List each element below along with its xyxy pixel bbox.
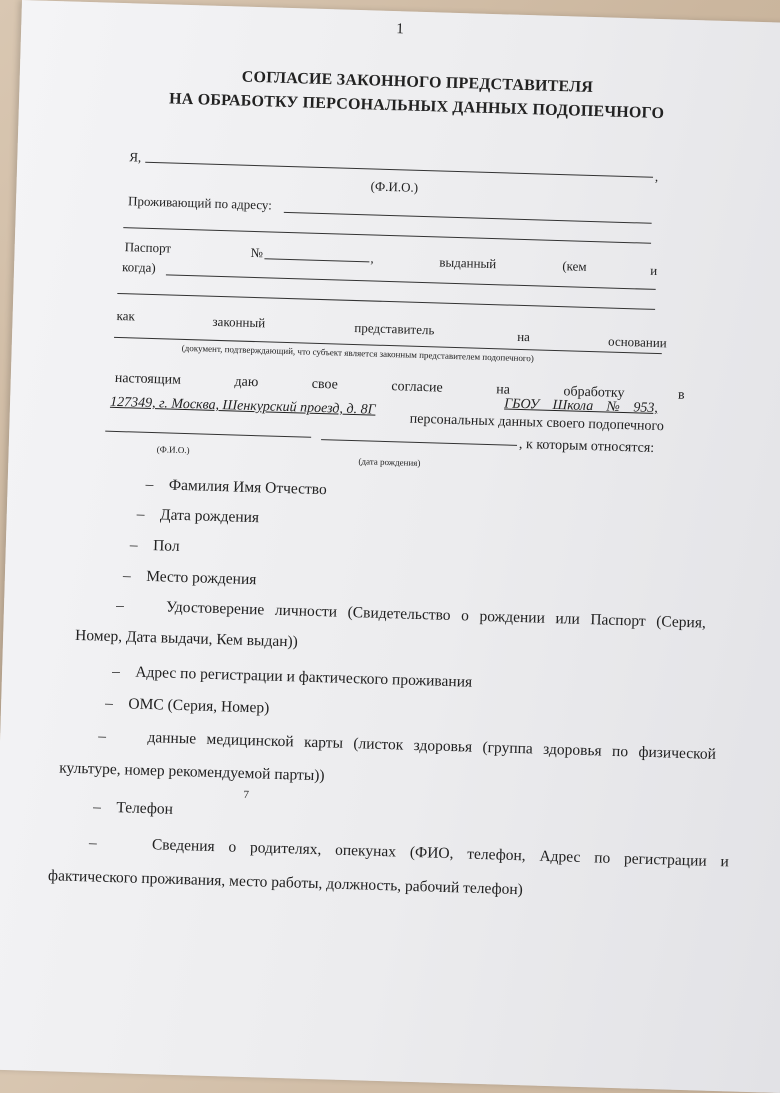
- address-label: Проживающий по адресу:: [127, 193, 273, 213]
- list-item: [145, 476, 327, 499]
- ya-label: Я,: [129, 149, 142, 165]
- item-sex: Пол: [152, 537, 180, 555]
- item-address: Адрес по регистрации и фактического проживания: [135, 663, 473, 691]
- item-pob: Место рождения: [145, 567, 257, 589]
- address-underline-1: [284, 212, 652, 224]
- list-item: [105, 695, 270, 718]
- passport-issued: выданный: [439, 254, 497, 272]
- org-name: ГБОУ Школа № 953,: [504, 396, 659, 417]
- rep-word-5: основании: [607, 333, 668, 351]
- passport-comma: ,: [370, 250, 374, 266]
- passport-by-whom: (кем: [562, 258, 587, 274]
- to-which-text: , к которым относятся:: [518, 436, 655, 456]
- list-item: [89, 834, 729, 871]
- consent-word: в: [677, 387, 685, 403]
- title-line-1: СОГЛАСИЕ ЗАКОННОГО ПРЕДСТАВИТЕЛЯ: [241, 68, 594, 96]
- list-item: [123, 567, 257, 589]
- list-item: [93, 798, 173, 818]
- consent-word: согласие: [391, 379, 443, 396]
- fio-caption: (Ф.И.О.): [370, 178, 419, 195]
- child-fio-caption: (Ф.И.О.): [156, 444, 190, 456]
- item-id-line-2: Номер, Дата выдачи, Кем выдан)): [74, 626, 299, 651]
- consent-word: обработку: [563, 384, 625, 402]
- passport-underline-2: [117, 293, 655, 310]
- item-fio: Фамилия Имя Отчество: [168, 476, 328, 499]
- passport-number-underline: [264, 258, 369, 262]
- passport-label: Паспорт: [124, 239, 172, 256]
- item-oms: ОМС (Серия, Номер): [128, 695, 270, 717]
- dash: –: [136, 505, 145, 523]
- item-parents-line-1: Сведения о родителях, опекунах (ФИО, телефон, Адрес по регистрации и: [151, 836, 730, 871]
- rep-word-4: на: [517, 328, 531, 345]
- page-number: 1: [396, 21, 405, 38]
- ya-comma: ,: [654, 168, 659, 184]
- consent-word: настоящим: [114, 370, 182, 388]
- dash: –: [122, 567, 131, 585]
- item-dob: Дата рождения: [159, 506, 260, 527]
- rep-word-3: представитель: [354, 320, 435, 338]
- child-dob-underline: [321, 439, 517, 446]
- item-id-line-1: Удостоверение личности (Свидетельство о рождении или Паспорт (Серия,: [165, 598, 707, 632]
- item-med-line-1: данные медицинской карты (листок здоровья (группа здоровья по физической: [147, 729, 717, 763]
- rep-word-2: законный: [212, 313, 266, 331]
- list-item: [137, 506, 260, 528]
- passport-underline-1: [166, 274, 656, 290]
- title-line-2: НА ОБРАБОТКУ ПЕРСОНАЛЬНЫХ ДАННЫХ ПОДОПЕЧНОГО: [168, 90, 665, 123]
- fio-underline: [145, 162, 653, 178]
- item-phone: Телефон: [116, 799, 174, 818]
- rep-word-1: как: [116, 307, 136, 324]
- list-item: [130, 536, 180, 555]
- item-parents-line-2: фактического проживания, место работы, должность, рабочий телефон): [47, 867, 524, 899]
- consent-word: даю: [234, 374, 259, 391]
- list-item: [112, 663, 473, 692]
- child-fio-underline: [105, 431, 311, 438]
- list-item: [98, 728, 716, 764]
- rep-caption: (документ, подтверждающий, что субъект является законным представителем подопечного): [181, 342, 535, 364]
- dash: –: [88, 834, 98, 852]
- dash: –: [145, 475, 154, 494]
- list-item: [116, 597, 706, 632]
- passport-and: и: [650, 262, 658, 278]
- consent-word: свое: [311, 376, 339, 393]
- passport-when: когда): [121, 259, 156, 276]
- after-org-text: персональных данных своего подопечного: [409, 411, 665, 435]
- dash: –: [92, 798, 102, 816]
- dash: –: [115, 597, 125, 615]
- child-dob-caption: (дата рождения): [358, 456, 421, 469]
- org-address: 127349, г. Москва, Шенкурский проезд, д. 8Г: [109, 394, 376, 418]
- dash: –: [104, 694, 114, 713]
- address-underline-2: [123, 227, 651, 244]
- passport-number-label: №: [250, 244, 264, 261]
- dash: –: [129, 536, 138, 554]
- consent-word: на: [496, 382, 511, 398]
- dash: –: [97, 727, 107, 745]
- stray-mark: 7: [243, 788, 250, 802]
- dash: –: [111, 662, 121, 681]
- item-med-line-2: культуре, номер рекомендуемой парты)): [58, 759, 325, 785]
